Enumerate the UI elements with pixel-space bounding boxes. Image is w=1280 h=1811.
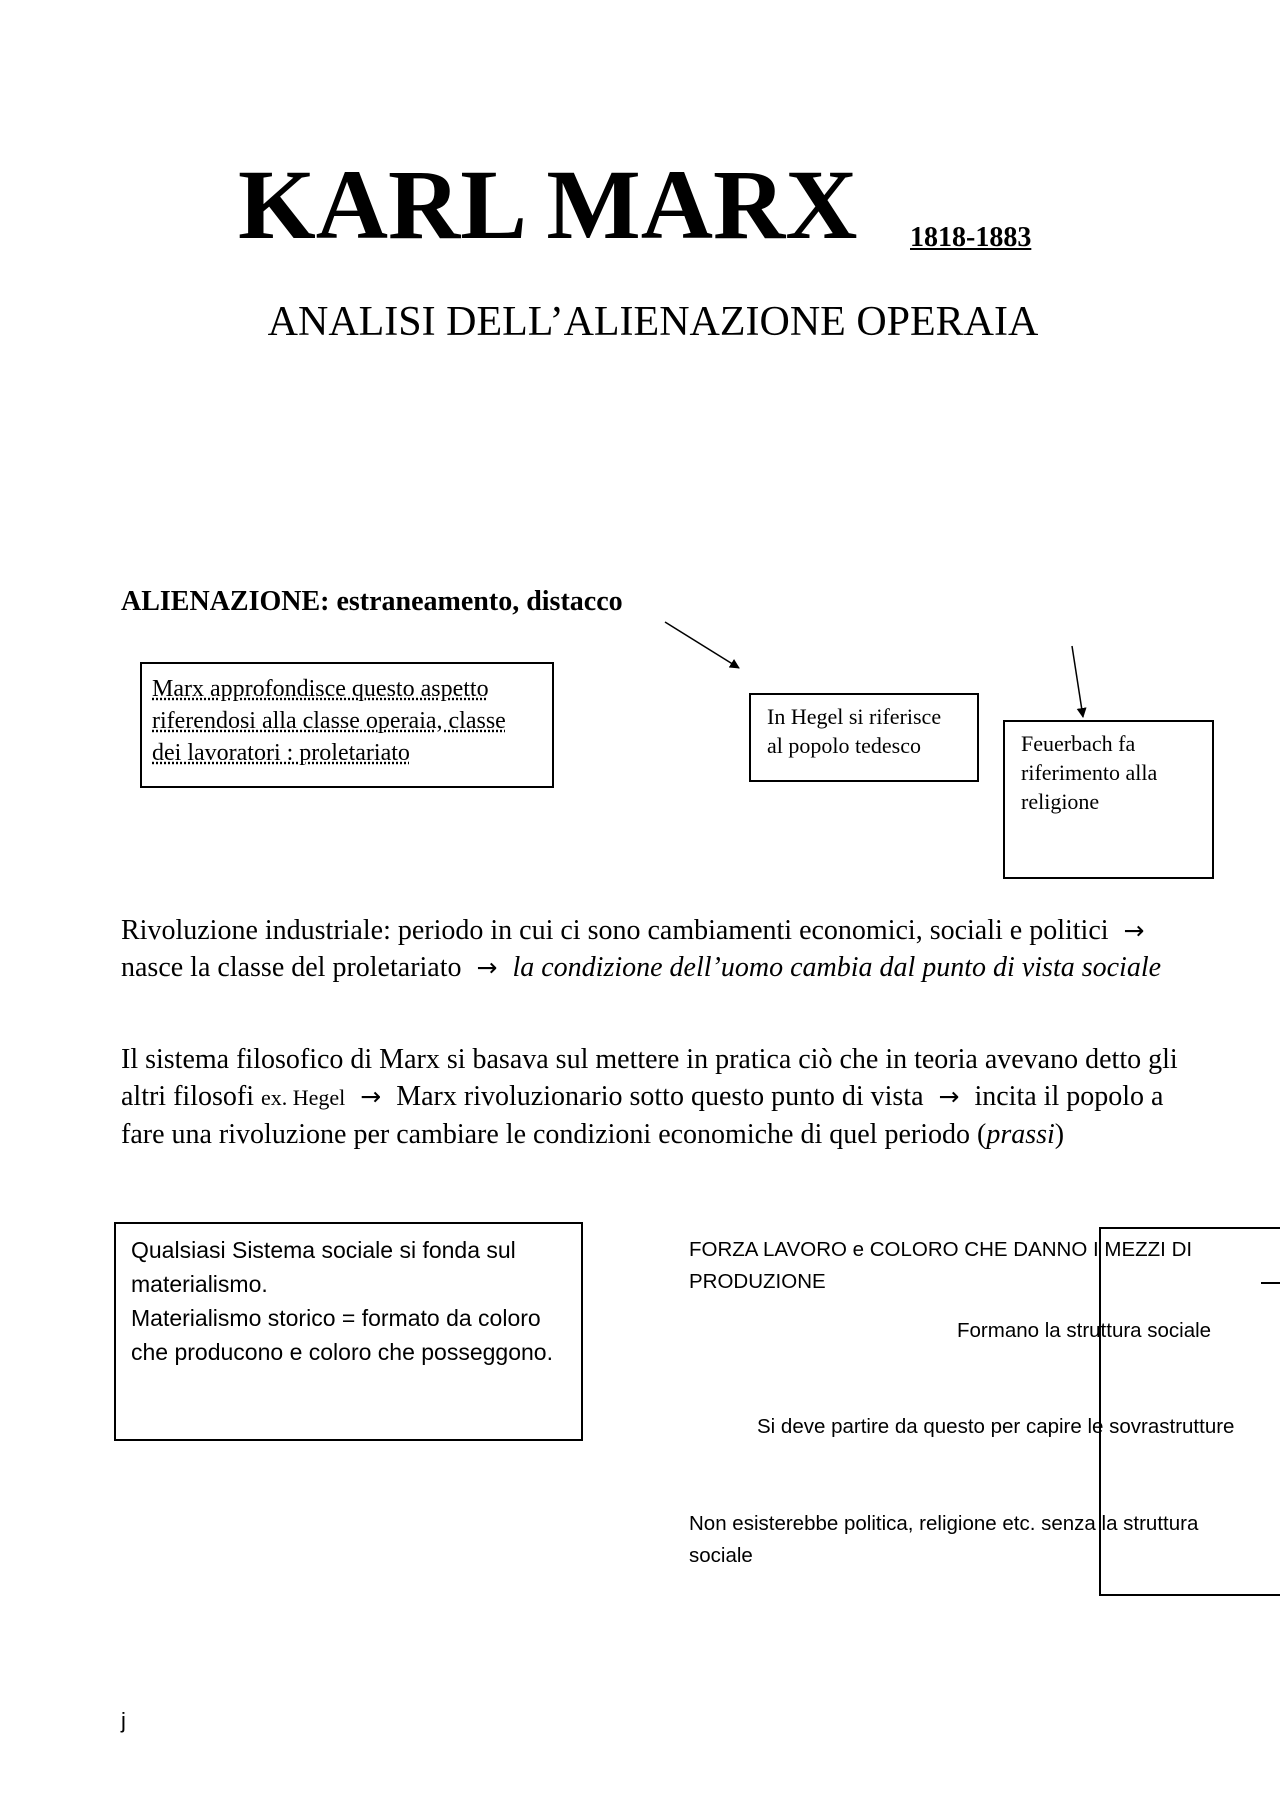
hegel-box	[749, 693, 979, 782]
sovrastrutture-text: Si deve partire da questo per capire le sovrastrutture	[757, 1415, 1235, 1438]
alienation-definition: ALIENAZIONE: estraneamento, distacco	[121, 586, 623, 617]
marx-box	[140, 662, 554, 788]
page-title: KARL MARX	[238, 149, 858, 260]
arrow-right-icon: →	[938, 1082, 960, 1111]
feuerbach-box-line: religione	[1021, 789, 1100, 814]
materialism-line: che producono e coloro che posseggono.	[131, 1339, 553, 1365]
non-esisterebbe-text	[689, 1508, 1198, 1572]
system-example: ex. Hegel	[260, 1085, 346, 1110]
struttura-sociale-text: Formano la struttura sociale	[957, 1319, 1212, 1342]
system-emphasis: prassi	[986, 1119, 1055, 1150]
revolution-emphasis: la condizione dell’uomo cambia dal punto di vista sociale	[512, 952, 1162, 983]
system-text: incita il popolo a fare una rivoluzione per cambiare le condizioni economiche di quel periodo (	[121, 1081, 1164, 1150]
revolution-text: nasce la classe del proletariato	[121, 952, 462, 983]
materialism-line: Qualsiasi Sistema sociale si fonda sul	[131, 1237, 516, 1263]
page-subtitle: ANALISI DELL’ALIENAZIONE OPERAIA	[267, 299, 1039, 345]
system-paragraph	[121, 1041, 1181, 1153]
non-esisterebbe-line: sociale	[689, 1544, 753, 1567]
footer-mark: j	[121, 1708, 126, 1733]
arrow-right-icon: →	[360, 1082, 382, 1111]
arrow-right-icon: →	[476, 953, 498, 982]
feuerbach-box-line: Feuerbach fa	[1021, 731, 1136, 756]
revolution-paragraph	[121, 912, 1181, 986]
system-text: Il sistema filosofico di Marx si basava sul mettere in pratica ciò che in teoria avevano detto gli altri filosofi	[121, 1044, 1178, 1112]
forza-lavoro-text	[689, 1234, 1192, 1298]
frame-dash	[1261, 1282, 1280, 1284]
forza-line: PRODUZIONE	[689, 1270, 826, 1293]
system-text: Marx rivoluzionario sotto questo punto di vista	[396, 1081, 924, 1112]
marx-box-line: dei lavoratori : proletariato	[152, 740, 410, 766]
hegel-box-line: In Hegel si riferisce	[767, 704, 942, 729]
feuerbach-box	[1003, 720, 1214, 879]
life-years: 1818-1883	[910, 222, 1032, 253]
arrow-to-hegel	[665, 622, 739, 668]
materialism-line: materialismo.	[131, 1271, 268, 1297]
materialism-line: Materialismo storico = formato da coloro	[131, 1305, 541, 1331]
feuerbach-box-line: riferimento alla	[1021, 760, 1158, 785]
revolution-text: Rivoluzione industriale: periodo in cui ci sono cambiamenti economici, sociali e politici	[121, 915, 1109, 946]
materialism-box	[114, 1222, 583, 1441]
system-close: )	[1054, 1119, 1065, 1150]
arrow-to-feuerbach	[1072, 646, 1083, 717]
marx-box-line: riferendosi alla classe operaia, classe	[152, 708, 506, 734]
arrow-right-icon: →	[1123, 916, 1145, 945]
hegel-box-line: al popolo tedesco	[767, 733, 921, 758]
non-esisterebbe-line: Non esisterebbe politica, religione etc. senza la struttura	[689, 1512, 1199, 1535]
forza-line: FORZA LAVORO e COLORO CHE DANNO I MEZZI DI	[689, 1238, 1193, 1261]
marx-box-line: Marx approfondisce questo aspetto	[152, 676, 489, 702]
